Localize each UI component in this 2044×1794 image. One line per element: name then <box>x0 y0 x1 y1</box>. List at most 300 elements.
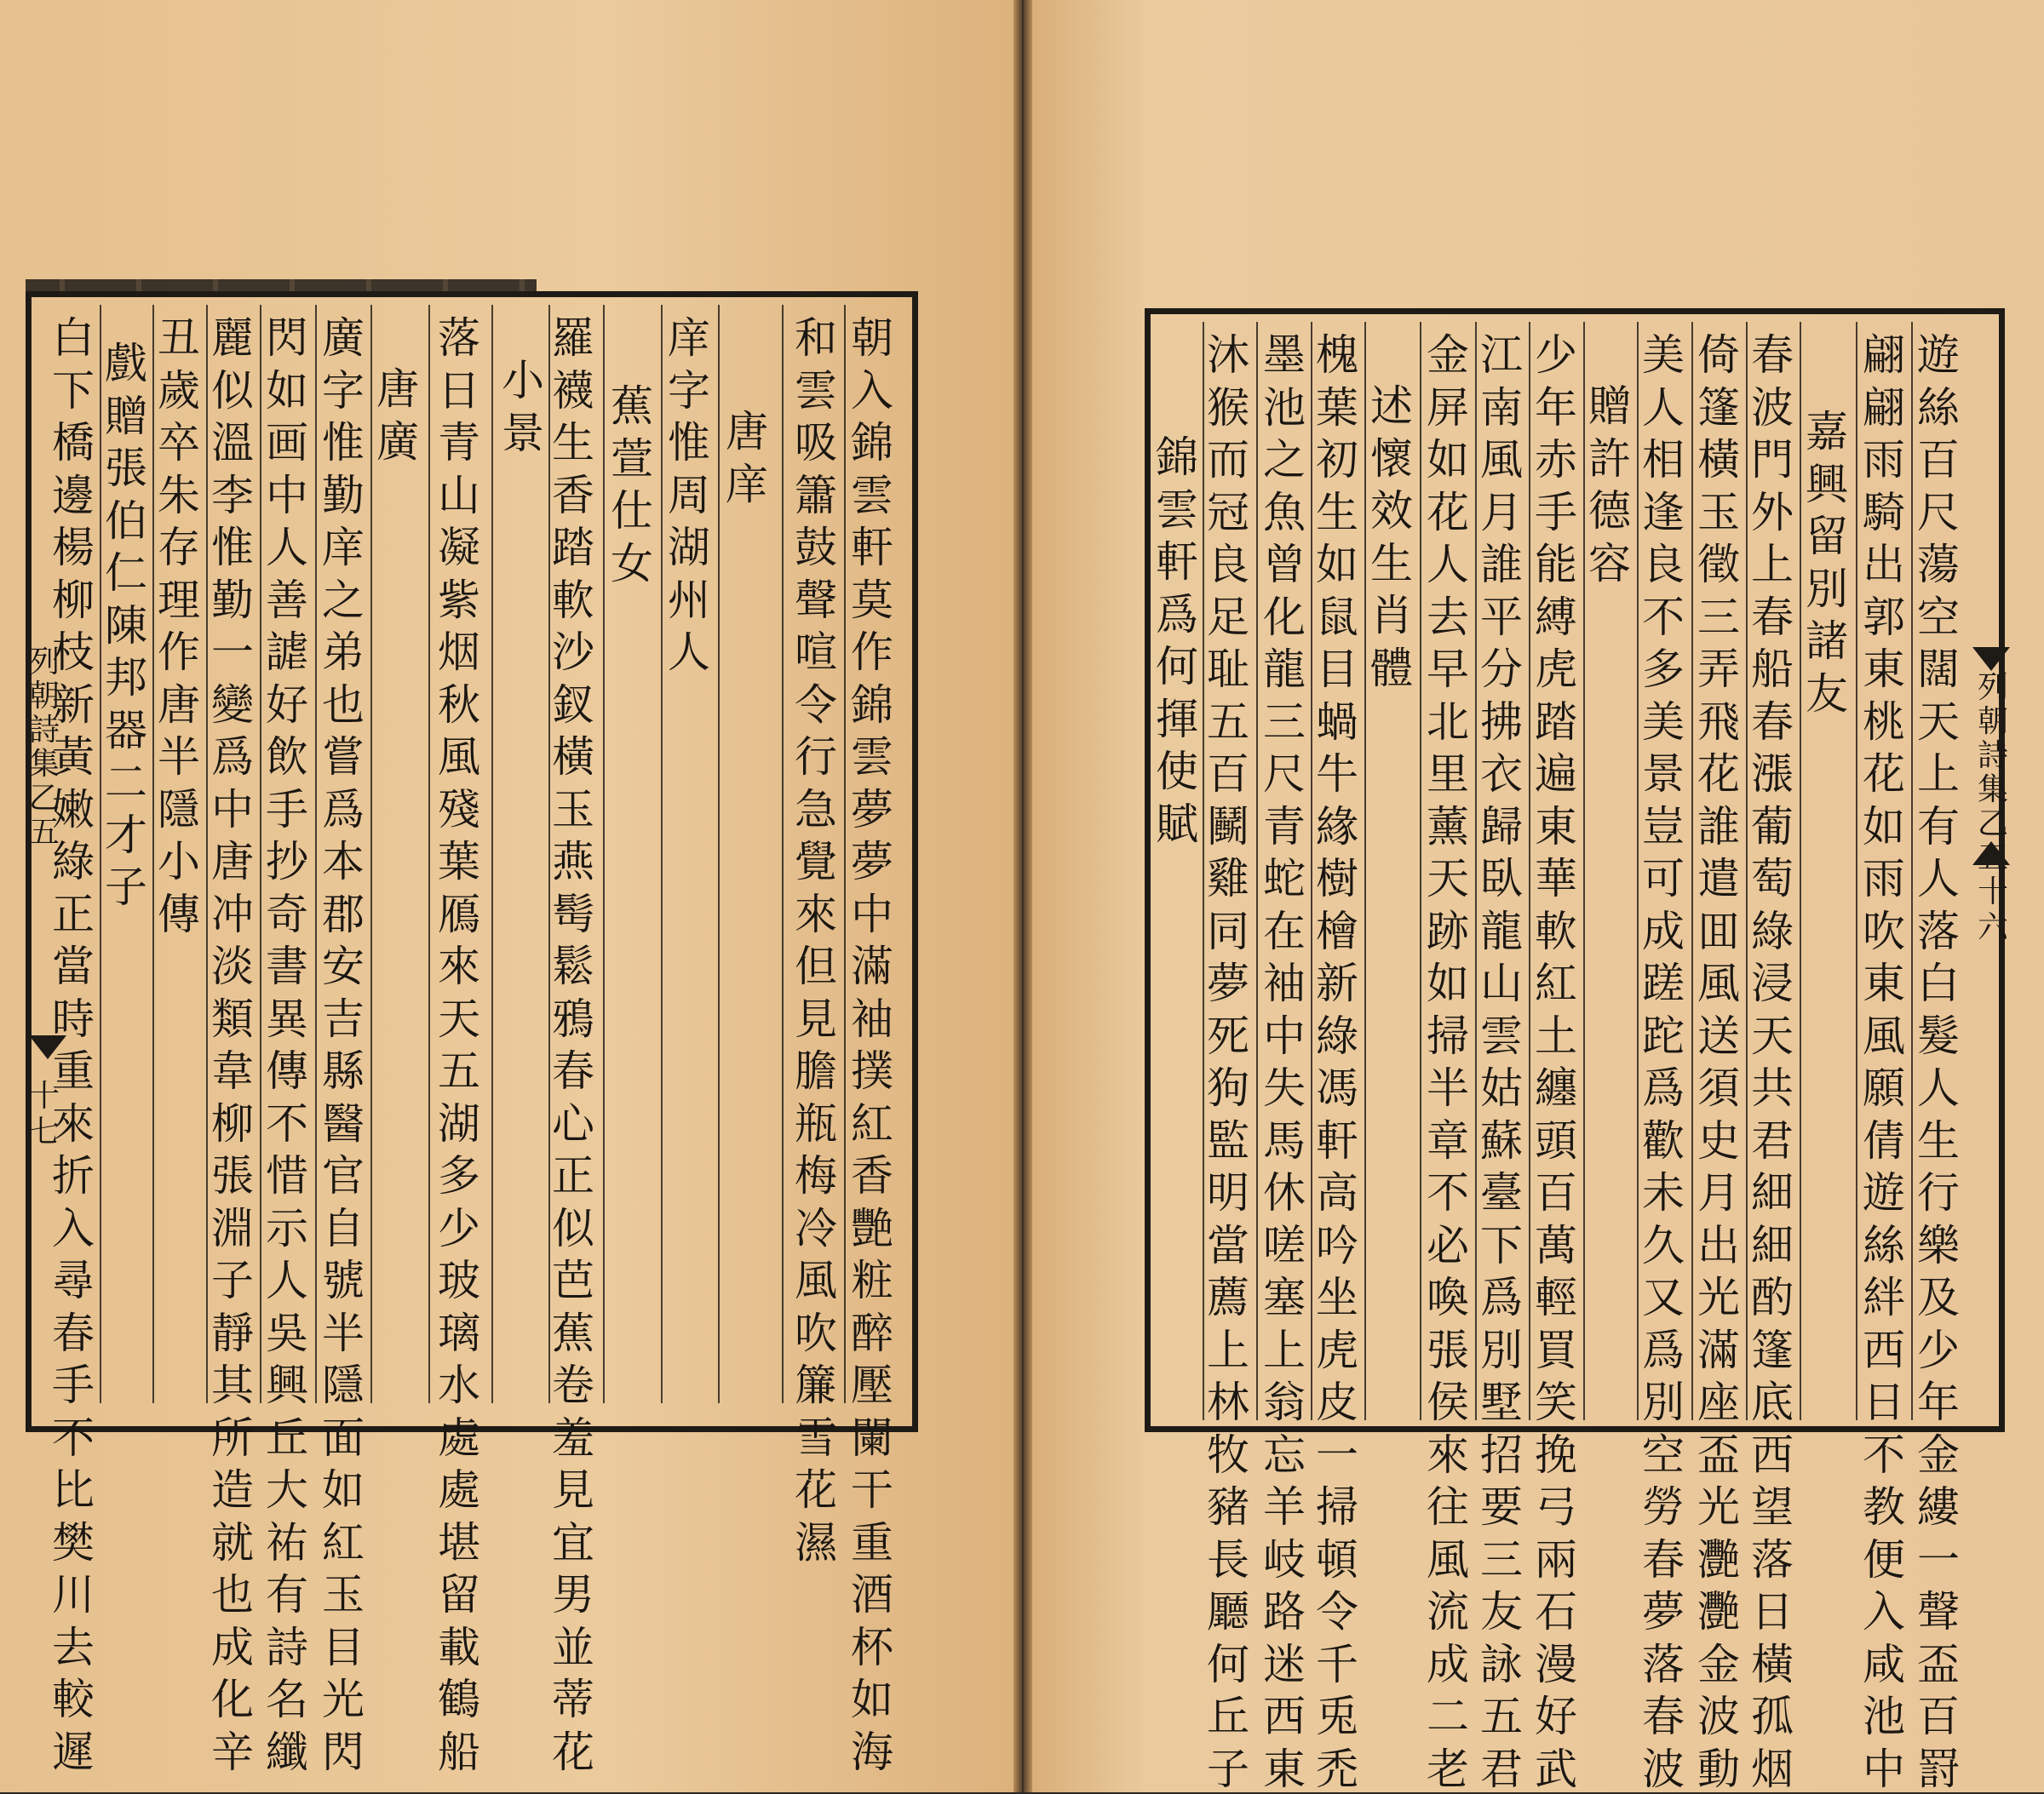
glyph: 德 <box>1588 486 1631 536</box>
glyph: 隱 <box>158 784 200 834</box>
glyph: 卷 <box>552 1361 594 1410</box>
glyph: 空 <box>1917 592 1960 642</box>
glyph: 老 <box>1427 1744 1469 1794</box>
glyph: 來 <box>438 942 480 991</box>
glyph: 五 <box>1207 696 1249 747</box>
glyph: 風 <box>1480 435 1523 484</box>
glyph: 出 <box>1697 1220 1740 1270</box>
glyph: 跡 <box>1427 906 1469 956</box>
glyph: 重 <box>52 1046 95 1096</box>
glyph: 西 <box>1751 1430 1794 1480</box>
glyph: 惟 <box>211 523 254 572</box>
glyph: 贈 <box>1588 381 1631 431</box>
glyph: 邦 <box>105 653 147 702</box>
glyph: 丑 <box>158 313 200 363</box>
glyph: 靜 <box>211 1308 254 1358</box>
text-column-L15 <box>48 313 99 1777</box>
glyph: 爲 <box>1480 1273 1523 1322</box>
glyph: 吟 <box>1316 1220 1358 1270</box>
glyph: 春 <box>52 1308 95 1358</box>
glyph: 羊 <box>1263 1482 1306 1532</box>
glyph: 多 <box>438 1151 480 1201</box>
glyph: 來 <box>1427 1430 1469 1480</box>
glyph: 踏 <box>1535 696 1577 747</box>
glyph: 遍 <box>1535 749 1577 799</box>
right-margin-page <box>1976 874 2010 971</box>
glyph: 春 <box>1751 592 1794 642</box>
glyph: 就 <box>211 1517 254 1568</box>
glyph: 緣 <box>1316 801 1358 851</box>
glyph: 葉 <box>438 837 480 886</box>
glyph: 瓶 <box>795 1098 837 1149</box>
glyph: 天 <box>1751 1011 1794 1061</box>
glyph: 詩 <box>1977 738 2008 773</box>
glyph: 蘇 <box>1480 1115 1523 1166</box>
glyph: 可 <box>1642 854 1685 903</box>
glyph: 酒 <box>851 1570 893 1619</box>
glyph: 勞 <box>1642 1482 1685 1532</box>
glyph: 郭 <box>1863 592 1905 642</box>
glyph: 分 <box>1480 645 1523 694</box>
glyph: 肖 <box>1370 591 1413 640</box>
glyph: 東 <box>1535 801 1577 851</box>
glyph: 不 <box>52 1413 95 1463</box>
glyph: 庠 <box>322 523 365 572</box>
glyph: 才 <box>105 810 147 860</box>
glyph: 猴 <box>1207 382 1249 433</box>
text-column-R9 <box>1476 330 1527 1794</box>
glyph: 灧 <box>1697 1587 1740 1636</box>
glyph: 入 <box>851 365 893 416</box>
glyph: 鼓 <box>795 523 837 572</box>
glyph: 之 <box>1263 435 1306 484</box>
glyph: 春 <box>1751 696 1794 747</box>
glyph: 芭 <box>552 1256 594 1305</box>
text-column-R1 <box>1913 330 1964 1794</box>
glyph: 聲 <box>1917 1587 1960 1636</box>
glyph: 李 <box>211 470 254 520</box>
glyph: 蛇 <box>1263 854 1306 903</box>
glyph: 百 <box>1207 749 1249 799</box>
glyph: 萬 <box>1535 1220 1577 1270</box>
glyph: 白 <box>1917 959 1960 1008</box>
glyph: 東 <box>1263 1744 1306 1794</box>
glyph: 安 <box>322 942 365 991</box>
glyph: 屏 <box>1427 382 1469 433</box>
glyph: 爲 <box>211 732 254 782</box>
glyph: 西 <box>1863 1325 1905 1375</box>
glyph: 監 <box>1207 1115 1249 1166</box>
glyph: 少 <box>438 1203 480 1253</box>
glyph: 槐 <box>1316 330 1358 380</box>
glyph: 牛 <box>1316 749 1358 799</box>
glyph: 體 <box>1370 643 1413 693</box>
glyph: 禿 <box>1316 1744 1358 1794</box>
glyph: 來 <box>795 889 837 939</box>
glyph: 姑 <box>1480 1063 1523 1113</box>
column-rule <box>1856 322 1857 1420</box>
glyph: 器 <box>105 705 147 755</box>
glyph: 要 <box>1480 1482 1523 1532</box>
glyph: 初 <box>1316 435 1358 484</box>
glyph: 不 <box>1427 1168 1469 1218</box>
glyph: 香 <box>851 1151 893 1201</box>
glyph: 艷 <box>851 1203 893 1253</box>
glyph: 當 <box>52 942 95 991</box>
glyph: 波 <box>1697 1692 1740 1741</box>
glyph: 丘 <box>266 1413 308 1463</box>
glyph: 橫 <box>1697 435 1740 484</box>
glyph: 列 <box>28 645 60 679</box>
text-column-R10 <box>1422 330 1473 1794</box>
glyph: 官 <box>322 1151 365 1201</box>
glyph: 秋 <box>438 679 480 730</box>
book-gutter <box>1013 0 1032 1792</box>
glyph: 時 <box>52 994 95 1044</box>
glyph: 紅 <box>851 1098 893 1149</box>
glyph: 一 <box>1917 1534 1960 1585</box>
column-rule <box>782 305 784 1403</box>
glyph: 美 <box>1642 330 1685 380</box>
glyph: 望 <box>1751 1482 1794 1532</box>
glyph: 頓 <box>1316 1534 1358 1585</box>
glyph: 絆 <box>1863 1273 1905 1322</box>
text-column-L6 <box>548 313 599 1777</box>
glyph: 中 <box>1263 1011 1306 1061</box>
fish-tail-marker-bottom <box>1972 841 2010 865</box>
glyph: 日 <box>1863 1378 1905 1427</box>
glyph: 手 <box>52 1361 95 1410</box>
glyph: 醉 <box>851 1308 893 1358</box>
glyph: 半 <box>158 732 200 782</box>
glyph: 別 <box>1806 564 1848 614</box>
glyph: 画 <box>266 418 308 467</box>
glyph: 遊 <box>1863 1168 1905 1218</box>
glyph: 子 <box>105 863 147 912</box>
glyph: 覺 <box>795 837 837 886</box>
glyph: 字 <box>668 365 710 416</box>
glyph: 何 <box>1207 1639 1249 1689</box>
glyph: 良 <box>1642 540 1685 589</box>
glyph: 湖 <box>668 523 710 572</box>
glyph: 別 <box>1642 1378 1685 1427</box>
glyph: 朱 <box>158 470 200 520</box>
glyph: 倩 <box>1863 1115 1905 1166</box>
glyph: 雲 <box>1480 1011 1523 1061</box>
glyph: 輕 <box>1535 1273 1577 1322</box>
glyph: 休 <box>1263 1168 1306 1218</box>
glyph: 風 <box>795 1256 837 1305</box>
glyph: 羅 <box>552 313 594 363</box>
glyph: 嫩 <box>52 784 95 834</box>
glyph: 天 <box>1427 854 1469 903</box>
glyph: 下 <box>52 365 95 416</box>
glyph: 失 <box>1263 1063 1306 1113</box>
glyph: 歡 <box>1642 1115 1685 1166</box>
glyph: 船 <box>438 1727 480 1777</box>
glyph: 郡 <box>322 889 365 939</box>
glyph: 本 <box>322 837 365 886</box>
glyph: 張 <box>211 1151 254 1201</box>
glyph: 迷 <box>1263 1639 1306 1689</box>
glyph: 袖 <box>851 994 893 1044</box>
glyph: 化 <box>211 1675 254 1724</box>
glyph: 教 <box>1863 1482 1905 1532</box>
glyph: 招 <box>1480 1430 1523 1480</box>
glyph: 男 <box>552 1570 594 1619</box>
glyph: 玉 <box>552 784 594 834</box>
glyph: 纏 <box>1535 1063 1577 1113</box>
glyph: 蹉 <box>1642 959 1685 1008</box>
glyph: 行 <box>1917 1168 1960 1218</box>
glyph: 二 <box>105 758 147 807</box>
glyph: 百 <box>1917 1692 1960 1741</box>
glyph: 見 <box>552 1465 594 1515</box>
glyph: 嘉 <box>1806 407 1848 456</box>
glyph: 篷 <box>1697 382 1740 433</box>
glyph: 六 <box>1977 910 2008 945</box>
glyph: 坐 <box>1316 1273 1358 1322</box>
glyph: 釵 <box>552 679 594 730</box>
glyph: 有 <box>1917 801 1960 851</box>
glyph: 急 <box>795 784 837 834</box>
glyph: 綠 <box>1751 906 1794 956</box>
glyph: 海 <box>851 1727 893 1777</box>
glyph: 遲 <box>52 1727 95 1777</box>
glyph: 狗 <box>1207 1063 1249 1113</box>
glyph: 作 <box>851 628 893 677</box>
glyph: 花 <box>1863 749 1905 799</box>
glyph: 縷 <box>1917 1482 1960 1532</box>
text-column-L9 <box>372 364 423 467</box>
glyph: 風 <box>1863 1011 1905 1061</box>
glyph: 落 <box>1751 1534 1794 1585</box>
glyph: 杯 <box>851 1622 893 1672</box>
glyph: 鴉 <box>552 994 594 1044</box>
glyph: 其 <box>211 1361 254 1410</box>
glyph: 湖 <box>438 1098 480 1149</box>
glyph: 使 <box>1156 747 1198 796</box>
glyph: 景 <box>1642 749 1685 799</box>
glyph: 枝 <box>52 628 95 677</box>
glyph: 金 <box>1427 330 1469 380</box>
glyph: 襪 <box>552 365 594 416</box>
glyph: 二 <box>1427 1692 1469 1741</box>
glyph: 山 <box>438 470 480 520</box>
glyph: 如 <box>1427 959 1469 1008</box>
glyph: 目 <box>1316 645 1358 694</box>
glyph: 壓 <box>851 1361 893 1410</box>
glyph: 誰 <box>1480 540 1523 589</box>
glyph: 許 <box>1588 433 1631 484</box>
glyph: 馮 <box>1316 1063 1358 1113</box>
glyph: 闌 <box>851 1413 893 1463</box>
glyph: 丘 <box>1207 1692 1249 1741</box>
glyph: 臺 <box>1480 1168 1523 1218</box>
glyph: 號 <box>322 1256 365 1305</box>
glyph: 朝 <box>28 679 60 714</box>
glyph: 墅 <box>1480 1378 1523 1427</box>
glyph: 諸 <box>1806 616 1848 666</box>
glyph: 淡 <box>211 942 254 991</box>
glyph: 粧 <box>851 1256 893 1305</box>
glyph: 燕 <box>552 837 594 886</box>
glyph: 干 <box>851 1465 893 1515</box>
glyph: 夢 <box>851 784 893 834</box>
glyph: 平 <box>1480 592 1523 642</box>
glyph: 翩 <box>1863 330 1905 380</box>
text-column-L10 <box>318 313 369 1777</box>
glyph: 天 <box>1917 696 1960 747</box>
glyph: 百 <box>1917 435 1960 484</box>
glyph: 便 <box>1863 1534 1905 1585</box>
glyph: 有 <box>266 1570 308 1619</box>
glyph: 章 <box>1427 1115 1469 1166</box>
glyph: 喧 <box>795 628 837 677</box>
glyph: 縣 <box>322 1046 365 1096</box>
glyph: 花 <box>552 1727 594 1777</box>
glyph: 惟 <box>322 418 365 467</box>
glyph: 玉 <box>1697 487 1740 537</box>
glyph: 子 <box>1207 1744 1249 1794</box>
glyph: 落 <box>1642 1639 1685 1689</box>
glyph: 小 <box>158 837 200 886</box>
glyph: 人 <box>1642 382 1685 433</box>
glyph: 友 <box>1806 668 1848 719</box>
column-rule <box>1256 322 1258 1420</box>
glyph: 閃 <box>266 313 308 363</box>
glyph: 上 <box>1207 1325 1249 1375</box>
glyph: 簫 <box>795 470 837 520</box>
glyph: 惟 <box>668 418 710 467</box>
column-rule <box>844 305 846 1403</box>
glyph: 羞 <box>552 1413 594 1463</box>
glyph: 侯 <box>1427 1378 1469 1427</box>
text-column-R11 <box>1366 381 1417 693</box>
glyph: 弓 <box>1535 1482 1577 1532</box>
glyph: 頭 <box>1535 1115 1577 1166</box>
glyph: 良 <box>1207 540 1249 589</box>
glyph: 春 <box>1642 1534 1685 1585</box>
glyph: 玉 <box>322 1570 365 1619</box>
glyph: 春 <box>1642 1692 1685 1741</box>
glyph: 武 <box>1535 1744 1577 1794</box>
glyph: 底 <box>1751 1378 1794 1427</box>
glyph: 袖 <box>1263 959 1306 1008</box>
glyph: 喚 <box>1427 1273 1469 1322</box>
glyph: 載 <box>438 1622 480 1672</box>
glyph: 夢 <box>1207 959 1249 1008</box>
glyph: 金 <box>1697 1639 1740 1689</box>
glyph: 善 <box>266 575 308 625</box>
glyph: 仕 <box>611 486 653 536</box>
glyph: 作 <box>158 628 200 677</box>
glyph: 冷 <box>795 1203 837 1253</box>
glyph: 里 <box>1427 749 1469 799</box>
glyph: 虎 <box>1316 1325 1358 1375</box>
glyph: 綠 <box>52 837 95 886</box>
glyph: 綠 <box>1316 1011 1358 1061</box>
glyph: 三 <box>1263 696 1306 747</box>
glyph: 面 <box>322 1413 365 1463</box>
glyph: 紫 <box>438 575 480 625</box>
glyph: 相 <box>1642 435 1685 484</box>
glyph: 絲 <box>1917 382 1960 433</box>
glyph: 風 <box>1697 959 1740 1008</box>
glyph: 香 <box>552 470 594 520</box>
glyph: 去 <box>1427 592 1469 642</box>
glyph: 細 <box>1751 1168 1794 1218</box>
glyph: 兩 <box>1535 1534 1577 1585</box>
glyph: 人 <box>1917 1063 1960 1113</box>
text-column-R15 <box>1151 433 1203 849</box>
glyph: 夢 <box>851 837 893 886</box>
glyph: 月 <box>1480 487 1523 537</box>
glyph: 跎 <box>1642 1011 1685 1061</box>
glyph: 花 <box>795 1465 837 1515</box>
glyph: 波 <box>1642 1744 1685 1794</box>
glyph: 好 <box>1535 1692 1577 1741</box>
glyph: 豈 <box>1642 801 1685 851</box>
glyph: 萄 <box>1751 854 1794 903</box>
glyph: 成 <box>1642 906 1685 956</box>
glyph: 衣 <box>1480 749 1523 799</box>
glyph: 川 <box>52 1570 95 1619</box>
glyph: 落 <box>1917 906 1960 956</box>
glyph: 踏 <box>552 523 594 572</box>
glyph: 來 <box>52 1098 95 1149</box>
glyph: 璃 <box>438 1308 480 1358</box>
glyph: 石 <box>1535 1587 1577 1636</box>
glyph: 橫 <box>552 732 594 782</box>
glyph: 見 <box>795 994 837 1044</box>
glyph: 生 <box>552 418 594 467</box>
glyph: 錦 <box>851 418 893 467</box>
glyph: 嘗 <box>322 732 365 782</box>
glyph: 之 <box>322 575 365 625</box>
glyph: 心 <box>552 1098 594 1149</box>
glyph: 蕉 <box>611 381 653 431</box>
glyph: 下 <box>1480 1220 1523 1270</box>
glyph: 上 <box>1263 1325 1306 1375</box>
glyph: 沐 <box>1207 330 1249 380</box>
glyph: 共 <box>1751 1063 1794 1113</box>
glyph: 盃 <box>1697 1430 1740 1480</box>
glyph: 冲 <box>211 889 254 939</box>
glyph: 青 <box>438 418 480 467</box>
glyph: 似 <box>211 365 254 416</box>
glyph: 集 <box>1977 772 2008 807</box>
glyph: 庠 <box>668 313 710 363</box>
glyph: 聲 <box>795 575 837 625</box>
text-column-L5 <box>606 381 657 588</box>
glyph: 吹 <box>795 1308 837 1358</box>
glyph: 雲 <box>1156 484 1198 535</box>
glyph: 十 <box>1977 874 2008 909</box>
glyph: 遊 <box>1917 330 1960 380</box>
glyph: 邊 <box>52 470 95 520</box>
glyph: 西 <box>1263 1692 1306 1741</box>
glyph: 明 <box>1207 1168 1249 1218</box>
glyph: 倚 <box>1697 330 1740 380</box>
column-rule <box>428 305 430 1403</box>
glyph: 效 <box>1370 486 1413 536</box>
glyph: 生 <box>1316 487 1358 537</box>
glyph: 新 <box>1316 959 1358 1008</box>
glyph: 波 <box>1751 382 1794 433</box>
glyph: 麗 <box>211 313 254 363</box>
glyph: 東 <box>1863 645 1905 694</box>
